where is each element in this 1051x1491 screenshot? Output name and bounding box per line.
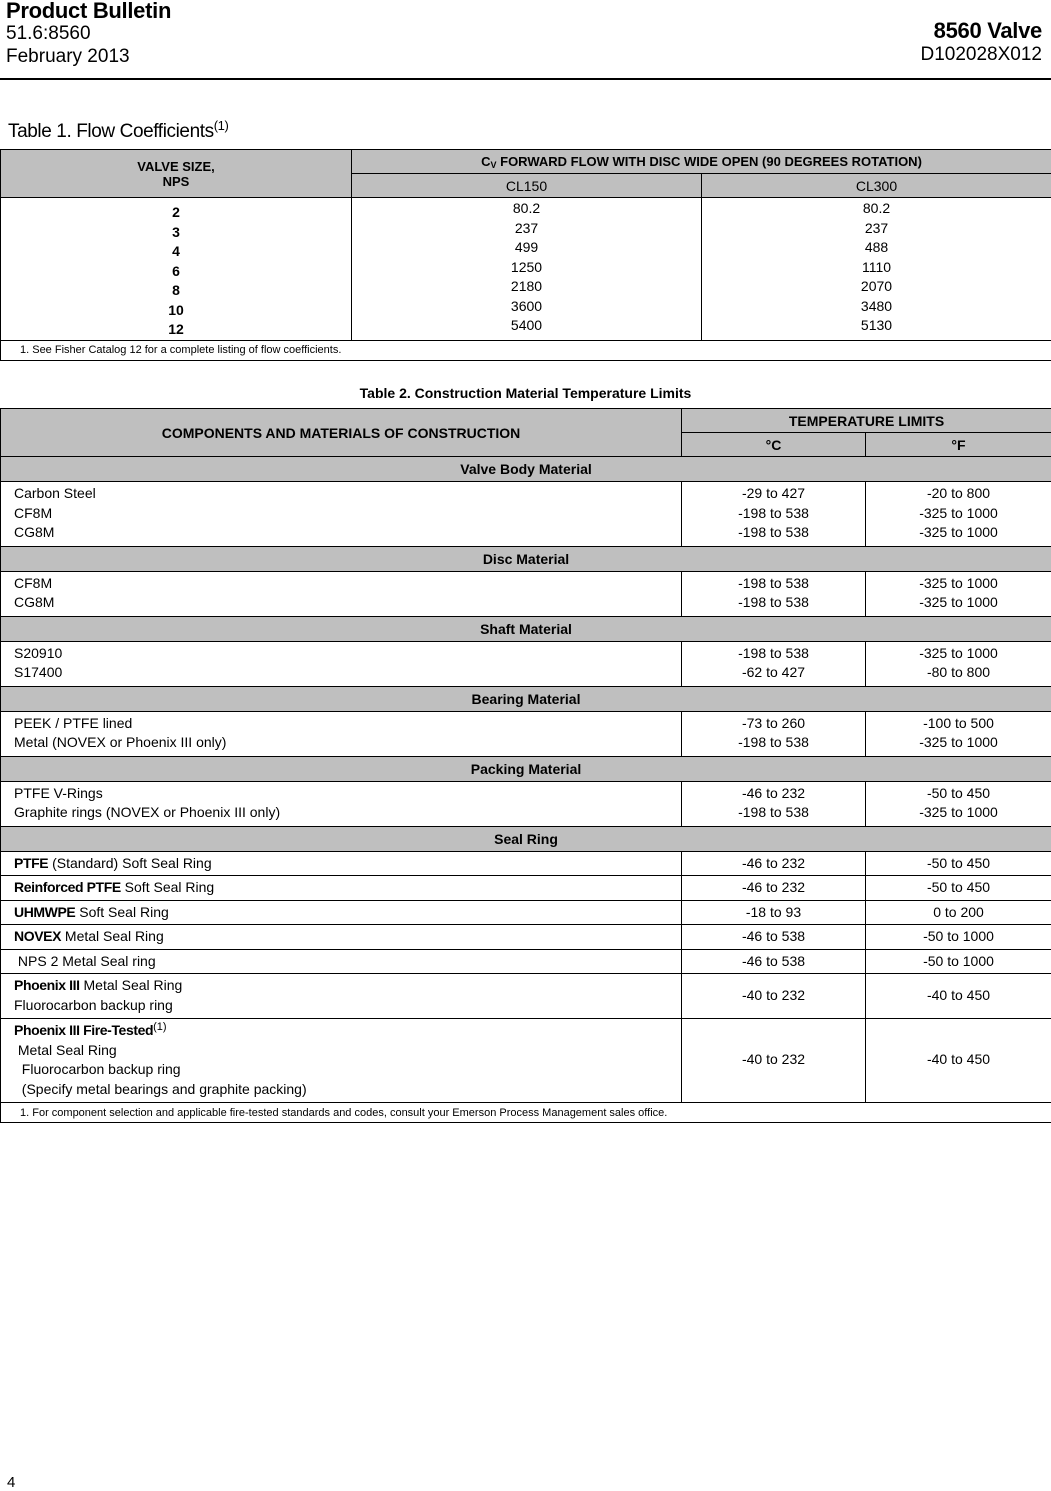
table-row — [1, 876, 1051, 901]
cl150-header: CL150 — [352, 174, 702, 198]
material-desc: NPS 2 Metal Seal ring — [14, 952, 156, 969]
temp-c: -198 to 538 — [738, 504, 809, 521]
cv-value: 237 — [864, 219, 889, 236]
temp-c: -29 to 427 — [741, 485, 806, 501]
header-line-2: NPS — [162, 173, 190, 189]
temp-c: -198 to 538 — [738, 734, 809, 750]
material-name: Metal (NOVEX or Phoenix III only) — [14, 734, 227, 750]
material-bold: Phoenix III — [14, 977, 80, 993]
temperature-limits-header: TEMPERATURE LIMITS — [682, 409, 1051, 433]
section-shaft: Shaft Material — [1, 616, 1051, 641]
table2-caption: Table 2. Construction Material Temperature Limits — [359, 385, 692, 401]
temp-f: -325 to 1000 — [919, 804, 998, 820]
size-value: 8 — [172, 282, 180, 298]
size-value: 2 — [172, 204, 180, 220]
table-row — [1, 925, 1051, 950]
cv-value: 2180 — [510, 278, 543, 294]
table1-caption — [8, 120, 228, 144]
material-cell — [1, 1019, 682, 1103]
fahrenheit-cell — [866, 641, 1051, 686]
temp-f: -40 to 450 — [866, 974, 1051, 1019]
material-desc: (Specify metal bearings and graphite packing) — [14, 1080, 307, 1097]
material-cell — [1, 974, 682, 1019]
temp-f: -325 to 1000 — [919, 594, 998, 610]
celsius-cell — [682, 571, 866, 616]
cv-subscript: V — [490, 159, 497, 170]
components-header: COMPONENTS AND MATERIALS OF CONSTRUCTION — [1, 409, 682, 457]
material-bold: UHMWPE — [14, 903, 76, 920]
cv-header-text: FORWARD FLOW WITH DISC WIDE OPEN (90 DEGREES ROTATION) — [496, 153, 922, 169]
temp-f: -325 to 1000 — [919, 504, 998, 521]
valve-size-column — [1, 198, 352, 341]
table-row — [1, 851, 1051, 876]
temp-c: -62 to 427 — [741, 664, 806, 680]
doc-number: 51.6:8560 — [6, 23, 91, 44]
temp-f: -325 to 1000 — [919, 644, 998, 661]
cv-header — [352, 150, 1051, 174]
fahrenheit-cell — [866, 571, 1051, 616]
temp-c: -198 to 538 — [738, 574, 809, 591]
material-name: Graphite rings (NOVEX or Phoenix III only) — [14, 804, 281, 820]
temp-f: -50 to 450 — [866, 851, 1051, 876]
material-name: S17400 — [14, 664, 63, 680]
temp-c: -46 to 538 — [682, 925, 866, 950]
material-desc: Metal Seal Ring — [61, 928, 164, 944]
page-number: 4 — [7, 1474, 16, 1491]
cv-value: 3480 — [860, 297, 893, 314]
cv-value: 237 — [514, 219, 539, 236]
section-bearing: Bearing Material — [1, 686, 1051, 711]
cv-value: 1110 — [861, 258, 892, 275]
temp-c: -46 to 538 — [682, 949, 866, 974]
section-seal-ring: Seal Ring — [1, 826, 1051, 851]
temp-c: -46 to 232 — [682, 876, 866, 901]
temp-f: -325 to 1000 — [919, 524, 998, 540]
material-cell — [1, 641, 682, 686]
header-left — [6, 0, 171, 68]
footnote-ref: (1) — [153, 1021, 167, 1033]
fahrenheit-cell — [866, 781, 1051, 826]
cv-value: 499 — [514, 239, 539, 255]
material-desc: Metal Seal Ring — [79, 977, 183, 993]
temp-f: -50 to 450 — [926, 784, 991, 801]
temp-f: -325 to 1000 — [919, 574, 998, 591]
cv-value: 3600 — [510, 297, 543, 314]
section-disc: Disc Material — [1, 546, 1051, 571]
material-name: PTFE V-Rings — [14, 784, 103, 801]
celsius-cell — [682, 711, 866, 756]
temp-f: -20 to 800 — [926, 485, 991, 501]
fahrenheit-cell — [866, 711, 1051, 756]
material-name: CF8M — [14, 574, 53, 591]
page-header — [0, 0, 1051, 80]
temp-c: -198 to 538 — [738, 804, 809, 820]
material-name: CG8M — [14, 594, 55, 610]
cl300-column — [702, 198, 1051, 341]
fahrenheit-header: °F — [866, 433, 1051, 457]
material-desc: Fluorocarbon backup ring — [14, 996, 173, 1013]
temp-c: -198 to 538 — [738, 644, 809, 661]
temp-c: -46 to 232 — [682, 851, 866, 876]
material-name: PEEK / PTFE lined — [14, 714, 133, 731]
cv-value: 2070 — [860, 278, 893, 294]
material-bold: Phoenix III Fire-Tested — [14, 1022, 154, 1038]
size-value: 12 — [168, 321, 184, 337]
cl300-header: CL300 — [702, 174, 1051, 198]
doc-date: February 2013 — [6, 46, 130, 67]
size-value: 6 — [172, 262, 180, 279]
material-cell — [1, 711, 682, 756]
cv-value: 1250 — [510, 258, 543, 275]
temp-f: -40 to 450 — [866, 1019, 1051, 1103]
table1-footnote: 1. See Fisher Catalog 12 for a complete listing of flow coefficients. — [1, 340, 1051, 360]
temp-c: -46 to 232 — [741, 784, 806, 801]
material-bold: Reinforced PTFE — [14, 879, 121, 895]
table1-caption-text: Table 1. Flow Coefficients — [8, 121, 214, 142]
header-right — [921, 19, 1043, 66]
temp-f: -325 to 1000 — [919, 734, 998, 750]
section-valve-body: Valve Body Material — [1, 457, 1051, 482]
fahrenheit-cell — [866, 482, 1051, 547]
temp-c: -73 to 260 — [741, 714, 806, 731]
material-desc: Soft Seal Ring — [120, 879, 215, 895]
temp-c: -40 to 232 — [682, 974, 866, 1019]
cv-symbol: C — [481, 153, 491, 169]
temp-f: -80 to 800 — [926, 664, 991, 680]
size-value: 4 — [172, 243, 180, 259]
cv-value: 488 — [864, 239, 889, 255]
material-desc: Metal Seal Ring — [14, 1041, 117, 1058]
cv-value: 5130 — [860, 317, 893, 333]
material-cell — [1, 925, 682, 950]
size-value: 3 — [172, 223, 180, 240]
table-row — [1, 900, 1051, 925]
material-bold: NOVEX — [14, 928, 62, 944]
material-bold: PTFE — [14, 854, 49, 871]
product-title: 8560 Valve — [933, 18, 1042, 43]
temp-f: -50 to 450 — [866, 876, 1051, 901]
valve-size-header — [1, 150, 352, 198]
temperature-limits-table — [0, 408, 1051, 1123]
temp-f: -50 to 1000 — [866, 949, 1051, 974]
cl150-column — [352, 198, 702, 341]
temp-f: -100 to 500 — [923, 714, 994, 731]
table-row — [1, 1019, 1051, 1103]
material-desc: Fluorocarbon backup ring — [14, 1061, 181, 1077]
material-name: S20910 — [14, 644, 63, 661]
temp-f: 0 to 200 — [866, 900, 1051, 925]
flow-coefficients-table — [0, 149, 1051, 361]
temp-c: -40 to 232 — [682, 1019, 866, 1103]
material-name: CF8M — [14, 504, 53, 521]
material-cell — [1, 900, 682, 925]
material-cell — [1, 851, 682, 876]
table-row — [1, 974, 1051, 1019]
header-line-1: VALVE SIZE, — [137, 158, 215, 174]
temp-c: -198 to 538 — [738, 594, 809, 610]
size-value: 10 — [168, 301, 184, 318]
material-cell — [1, 482, 682, 547]
section-packing: Packing Material — [1, 756, 1051, 781]
temp-c: -18 to 93 — [682, 900, 866, 925]
material-name: CG8M — [14, 524, 55, 540]
part-number: D102028X012 — [920, 44, 1042, 65]
table2-footnote: 1. For component selection and applicable fire-tested standards and codes, consult your Emerson Process Management sales office. — [1, 1103, 1051, 1123]
temp-f: -50 to 1000 — [866, 925, 1051, 950]
celsius-cell — [682, 482, 866, 547]
table-row — [1, 949, 1051, 974]
cv-value: 80.2 — [512, 200, 541, 216]
bulletin-title: Product Bulletin — [6, 0, 172, 23]
footnote-ref: (1) — [213, 118, 229, 133]
celsius-cell — [682, 781, 866, 826]
cv-value: 80.2 — [862, 200, 891, 216]
material-name: Carbon Steel — [14, 485, 96, 501]
material-cell — [1, 949, 682, 974]
material-cell — [1, 876, 682, 901]
celsius-header: °C — [682, 433, 866, 457]
material-cell — [1, 571, 682, 616]
material-desc: (Standard) Soft Seal Ring — [48, 854, 212, 871]
temp-c: -198 to 538 — [738, 524, 809, 540]
material-cell — [1, 781, 682, 826]
material-desc: Soft Seal Ring — [75, 903, 169, 920]
celsius-cell — [682, 641, 866, 686]
cv-value: 5400 — [510, 317, 543, 333]
